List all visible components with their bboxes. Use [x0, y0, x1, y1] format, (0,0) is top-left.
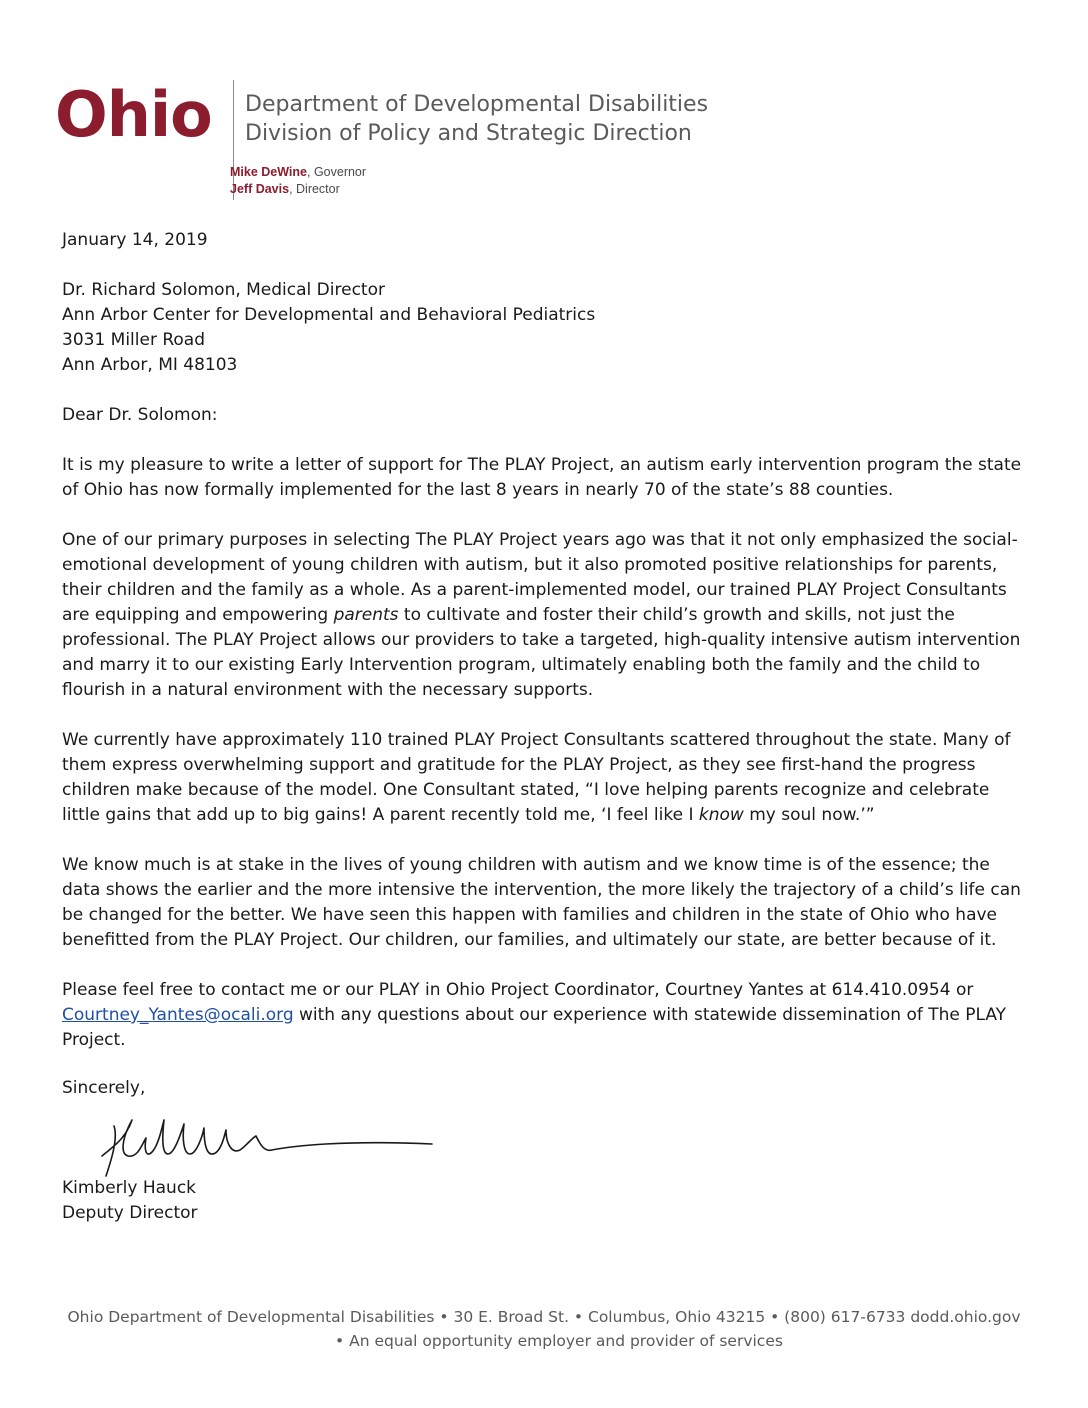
officials-block	[230, 164, 366, 198]
paragraph-3-text: We currently have approximately 110 trained PLAY Project Consultants scattered throughout the state. Many of them express overwhelming support and gratitude for the PLAY Project, as they see first-hand the progress children make because of the model. One Consultant stated, “I love helping parents recognize and celebrate little gains that add up to big gains! A parent recently told me, ‘I feel like I	[62, 730, 1011, 825]
recipient-line: Ann Arbor, MI 48103	[62, 355, 238, 375]
signer-title: Deputy Director	[62, 1203, 198, 1223]
salutation: Dear Dr. Solomon:	[62, 405, 218, 425]
coordinator-email-link[interactable]: Courtney_Yantes@ocali.org	[62, 1005, 294, 1025]
signer-name: Kimberly Hauck	[62, 1178, 197, 1198]
governor-title: , Governor	[307, 165, 367, 179]
director-name: Jeff Davis	[230, 182, 290, 196]
paragraph-5-text: Please feel free to contact me or our PLAY in Ohio Project Coordinator, Courtney Yantes at 614.410.0954 or	[62, 980, 974, 1000]
paragraph-5-text: with any questions about our experience with statewide dissemination of The PLAY Project.	[62, 1005, 1007, 1050]
paragraph-3-text: my soul now.’”	[743, 805, 875, 825]
ohio-logo-text: Ohio	[55, 78, 212, 151]
paragraph-2-text: One of our primary purposes in selecting The PLAY Project years ago was that it not only emphasized the social-emotional development of young children with autism, but it also promoted positive relationships for parents, their children and the family as a whole. As a parent-implemented model, our trained PLAY Project Consultants are equipping and empowering	[62, 530, 1018, 625]
closing: Sincerely,	[62, 1078, 146, 1098]
emphasis-know: know	[698, 805, 744, 825]
signer-block	[62, 1176, 198, 1226]
paragraph-3	[62, 728, 1022, 828]
footer-address: Ohio Department of Developmental Disabilities • 30 E. Broad St. • Columbus, Ohio 43215 • (800) 617-6733 dodd.ohio.gov	[67, 1308, 1021, 1326]
handwritten-signature	[92, 1098, 452, 1183]
paragraph-2	[62, 528, 1022, 703]
recipient-line: Ann Arbor Center for Developmental and Behavioral Pediatrics	[62, 305, 596, 325]
footer-equal-opportunity: • An equal opportunity employer and provider of services	[335, 1332, 783, 1350]
director-line	[230, 181, 366, 198]
paragraph-5	[62, 978, 1022, 1053]
ohio-logo	[55, 78, 212, 151]
emphasis-parents: parents	[333, 605, 399, 625]
department-name: Department of Developmental Disabilities	[245, 92, 709, 117]
governor-name: Mike DeWine	[230, 165, 307, 179]
letter-date: January 14, 2019	[62, 230, 208, 250]
governor-line	[230, 164, 366, 181]
recipient-address	[62, 278, 595, 378]
paragraph-2-text: to cultivate and foster their child’s growth and skills, not just the professional. The PLAY Project allows our providers to take a targeted, high-quality intensive autism intervention and marry it to our existing Early Intervention program, ultimately enabling both the family and the child to flourish in a natural environment with the necessary supports.	[62, 605, 1021, 700]
recipient-line: 3031 Miller Road	[62, 330, 206, 350]
paragraph-1: It is my pleasure to write a letter of support for The PLAY Project, an autism early intervention program the state of Ohio has now formally implemented for the last 8 years in nearly 70 of the state’s 88 counties.	[62, 455, 1022, 500]
paragraph-4: We know much is at stake in the lives of young children with autism and we know time is of the essence; the data shows the earlier and the more intensive the intervention, the more likely the trajectory of a child’s life can be changed for the better. We have seen this happen with families and children in the state of Ohio who have benefitted from the PLAY Project. Our children, our families, and ultimately our state, are better because of it.	[62, 855, 1021, 950]
division-name: Division of Policy and Strategic Direction	[245, 121, 692, 146]
director-title: , Director	[289, 182, 340, 196]
page-footer	[0, 1305, 1088, 1353]
letterhead	[55, 78, 775, 208]
recipient-line: Dr. Richard Solomon, Medical Director	[62, 280, 385, 300]
